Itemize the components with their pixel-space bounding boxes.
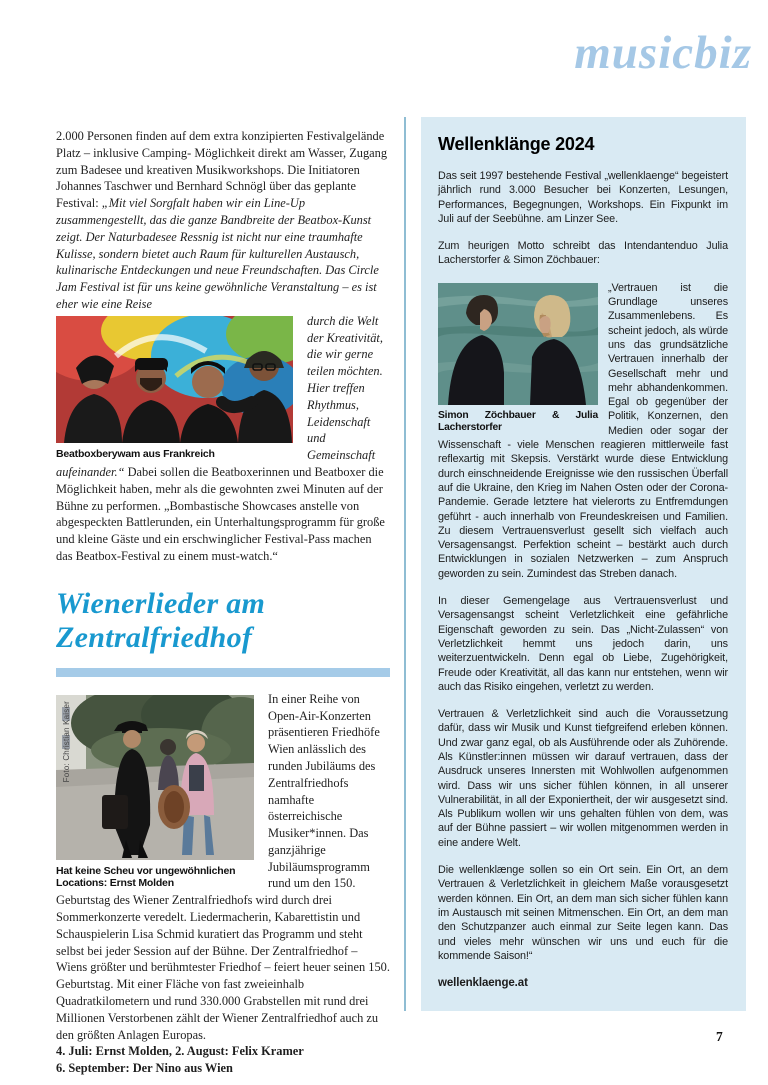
beatbox-para1-normal: 2.000 Personen finden auf dem extra konzipierten Festivalgelände Platz – inklusive Camping- Möglichkeit direkt am Wasser, Zugang zum Badesee und kreativen Musikworkshops. Die Initiatoren Johannes Taschwer und Bernhard Schnögl über das geplante Festival: <box>56 129 388 211</box>
wellenklaenge-quote4: Die wellenklænge sollen so ein Ort sein. Ein Ort, an dem Vertrauen & Verletzlichkeit in gleichem Maße vorausgesetzt werden können. Ein Ort, an dem man sich sicher fühlen kann im Austausch mit seinen Mitmenschen. Ein Ort, an dem man den Schutzpanzer auch einmal zur Seite legen kann. Das und vieles mehr wünschen wir uns und euch für die kommende Saison!“ <box>438 864 728 962</box>
left-column <box>56 128 390 1077</box>
wellenklaenge-quote2: In dieser Gemengelage aus Vertrauensverlust und Versagensangst scheint Verletzlichkeit eine gefährliche Eigenschaft geworden zu sein. Das „Nicht-Zulassen“ von Verletzlichkeit hemmt uns jedoch darin, uns weiterzuentwickeln. Denn egal ob Liebe, Zugehörigkeit, Freude oder Kreativität, all das kann nur entstehen, wenn wir auch das Risiko eingehen, verletzt zu werden. <box>438 595 728 693</box>
beatbox-paragraph-1 <box>56 128 390 313</box>
column-separator <box>404 117 406 1011</box>
wellenklaenge-sidebar <box>421 117 746 1011</box>
wellenklaenge-title: Wellenklänge 2024 <box>438 134 595 154</box>
beatbox-photo-figure <box>56 316 293 461</box>
duo-photo-figure <box>438 283 598 435</box>
beatbox-flow <box>56 313 390 565</box>
molden-photo-figure <box>56 695 254 890</box>
beatbox-para2-normal: Dabei sollen die Beatboxerinnen und Beatboxer die Möglichkeit haben, mehr als die gewohnten zwei Minuten auf der Bühne zu performen. „Bombastische Showcases anstelle von abgespeckten Battlerunden, ein Unterhaltungsprogramm für große und kleine Gäste und ein erschwinglicher Festival-Pass machen das Beatbox-Festival zu einem must-watch.“ <box>56 464 385 563</box>
wellenklaenge-quote3: Vertrauen & Verletzlichkeit sind auch die Voraussetzung dafür, dass wir Musik und Kunst tiefgreifend erleben können. Und zwar ganz egal, ob als Ausführende oder als Zuhörende. Als Künstler:innen müssen wir darauf vertrauen, dass der Ausdruck unseres Innersten mit Wohlwollen aufgenommen wird. Dass wir uns sicher fühlen können, in all unserer Vulnerabilität, in all der Exponiertheit, der wir ausgesetzt sind. Als Publikum wollen wir uns gehalten fühlen von dem, was auf der Bühne passiert – wir wollen mitgenommen werden in eine andere Welt. <box>438 708 728 849</box>
wienerlieder-body: In einer Reihe von Open-Air-Konzerten präsentieren Friedhöfe Wien anlässlich des runden Jubiläums des Zentralfriedhofs namhafte österreichische Musiker*innen. Das ganzjährige Jubiläumsprogramm rund um den 150. Geburtstag des Wiener Zentralfriedhofs wird durch drei Sommerkonzerte veredelt. Liedermacherin, Kabarettistin und Schauspielerin Lisa Schmid kuratiert das Programm und steht selbst bei jeder Session auf der Bühne. Der Zentralfriedhof – Wiens größter und berühmtester Friedhof – feiert heuer seinen 150. Geburtstag. Mit einer Fläche von fast zweieinhalb Quadratkilometern und rund 330.000 Grabstellen mit rund drei Millionen Verstorbenen zählt der Wiener Zentralfriedhof auch zu den größten Anlagen Europas. <box>56 691 390 1042</box>
wellenklaenge-flow <box>438 281 728 581</box>
photo-credit: Foto: Christian Kaiser <box>62 700 71 783</box>
duo-photo <box>438 283 598 405</box>
beatbox-photo <box>56 316 293 443</box>
concert-dates-line2: 6. September: Der Nino aus Wien <box>56 1061 233 1076</box>
wellenklaenge-para2: Zum heurigen Motto schreibt das Intendantenduo Julia Lacherstorfer & Simon Zöchbauer: <box>438 240 728 267</box>
molden-photo-caption: Hat keine Scheu vor ungewöhnlichen Locations: Ernst Molden <box>56 864 236 890</box>
page-number: 7 <box>716 1029 723 1044</box>
wellenklaenge-website: wellenklaenge.at <box>438 977 528 990</box>
wellenklaenge-para1: Das seit 1997 bestehende Festival „wellenklaenge“ begeistert jährlich rund 3.000 Besucher bei Konzerten, Lesungen, Performances, Begegnungen, Workshops. Ein Fixpunkt im Juli auf der Seebühne. am Linzer See. <box>438 170 728 225</box>
beatbox-para1-quote: „Mit viel Sorgfalt haben wir ein Line-Up zusammengestellt, das die ganze Bandbreite der Beatbox-Kunst zeigt. Der Naturbadesee Ressnig ist nicht nur eine traumhafte Kulisse, sondern bietet auch Raum für kulturellen Austausch, kulinarische Entdeckungen und neue Freundschaften. Das Circle Jam Festival ist für uns keine gewöhnliche Veranstaltung – es ist eher wie eine Reise <box>56 196 379 311</box>
title-underline-bar <box>56 668 390 677</box>
beatbox-photo-caption: Beatboxberywam aus Frankreich <box>56 447 215 460</box>
musicbiz-logo: musicbiz <box>574 27 752 79</box>
molden-photo <box>56 695 254 860</box>
wellenklaenge-quote1: „Vertrauen ist die Grundlage unseres Zusammenlebens. Es scheint jedoch, als würde uns das grundsätzliche Vertrauen innerhalb der Gesellschaft mehr und mehr abhandenkommen. Egal ob gegenüber der Politik, Konzernen, den Medien oder sogar der Wissenschaft - viele Menschen reagieren mittlerweile fast reflexartig mit Skepsis. Verstärkt wurde diese Entwicklung durch einschneidende Ereignisse wie den russischen Überfall auf die Ukraine, den Krieg im Nahen Osten oder der Corona-Pandemie. Gerade letztere hat vielerorts zu Entfremdungen geführt - auch innerhalb von Freundeskreisen und Familien. Zu diesem Vertrauensverlust gesellt sich vielfach auch Versagensangst. Perfektion scheint – bestärkt auch durch Entwicklungen in sozialen Netzwerken – zum Anspruch geworden zu sein. Zumindest das Streben danach. <box>438 281 728 580</box>
beatbox-para2-quote: durch die Welt der Kreativität, die wir gerne teilen möchten. Hier treffen Rhythmus, Leidenschaft und Gemeinschaft aufeinander.“ <box>56 313 383 479</box>
wienerlieder-title: Wienerlieder am Zentralfriedhof <box>56 586 266 654</box>
wienerlieder-flow <box>56 691 390 1077</box>
duo-photo-caption: Simon Zöchbauer & Julia Lacherstorfer <box>438 409 598 434</box>
concert-dates-line1: 4. Juli: Ernst Molden, 2. August: Felix Kramer <box>56 1044 304 1059</box>
